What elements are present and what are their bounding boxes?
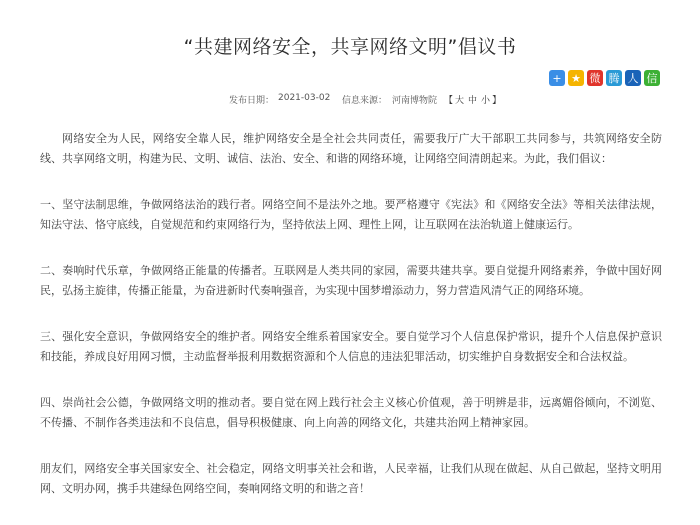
bracket-close: 】 xyxy=(492,96,502,106)
renren-icon[interactable]: 人 xyxy=(625,70,641,86)
bracket-open: 【 xyxy=(444,96,454,106)
paragraph-intro: 网络安全为人民，网络安全靠人民，维护网络安全是全社会共同责任，需要我厅广大干部职工共同参与，共筑网络安全防线、共享网络文明，构建为民、文明、诚信、法治、安全、和谐的网络环境，让网络空间清朗起来。为此，我们倡议： xyxy=(40,132,662,165)
paragraph-2: 二、奏响时代乐章，争做网络正能量的传播者。互联网是人类共同的家园，需要共建共享。要自觉提升网络素养，争做中国好网民，弘扬主旋律，传播正能量，为奋进新时代奏响强音，为实现中国梦增添动力，努力营造风清气正的网络环境。 xyxy=(40,264,662,297)
page-title: “共建网络安全，共享网络文明”倡议书 xyxy=(183,36,517,58)
paragraph-3: 三、强化安全意识，争做网络安全的维护者。网络安全维系着国家安全。要自觉学习个人信息保护常识，提升个人信息保护意识和技能，养成良好用网习惯，主动监督举报利用数据资源和个人信息的违法犯罪活动，切实维护自身数据安全和合法权益。 xyxy=(40,330,662,363)
font-large-button[interactable]: 大 xyxy=(455,96,465,106)
publish-date: 2021-03-02 xyxy=(278,93,331,103)
paragraph-4: 四、崇尚社会公德，争做网络文明的推动者。要自觉在网上践行社会主义核心价值观，善于明辨是非，远离媚俗倾向，不浏览、不传播、不制作各类违法和不良信息，倡导积极健康、向上向善的网络文化，共建共治网上精神家园。 xyxy=(40,396,662,429)
font-small-button[interactable]: 小 xyxy=(481,96,491,106)
article-body xyxy=(40,129,662,525)
wechat-icon[interactable]: 信 xyxy=(644,70,660,86)
paragraph-closing: 朋友们，网络安全事关国家安全、社会稳定，网络文明事关社会和谐，人民幸福，让我们从现在做起、从自己做起，坚持文明用网、文明办网，携手共建绿色网络空间，奏响网络文明的和谐之音！ xyxy=(40,462,662,495)
publish-date-label: 发布日期： xyxy=(229,96,275,106)
add-share-icon[interactable]: + xyxy=(549,70,565,86)
source-value: 河南博物院 xyxy=(392,96,438,106)
tencent-weibo-icon[interactable]: 腾 xyxy=(606,70,622,86)
font-size-control xyxy=(444,93,501,106)
qzone-icon[interactable]: ★ xyxy=(568,70,584,86)
share-toolbar xyxy=(549,70,660,86)
paragraph-1: 一、坚守法制思维，争做网络法治的践行者。网络空间不是法外之地。要严格遵守《宪法》和《网络安全法》等相关法律法规，知法守法、恪守底线，自觉规范和约束网络行为，坚持依法上网、理性上网，让互联网在法治轨道上健康运行。 xyxy=(40,198,662,231)
weibo-icon[interactable]: 微 xyxy=(587,70,603,86)
source-label: 信息来源： xyxy=(342,96,388,106)
font-medium-button[interactable]: 中 xyxy=(468,96,478,106)
